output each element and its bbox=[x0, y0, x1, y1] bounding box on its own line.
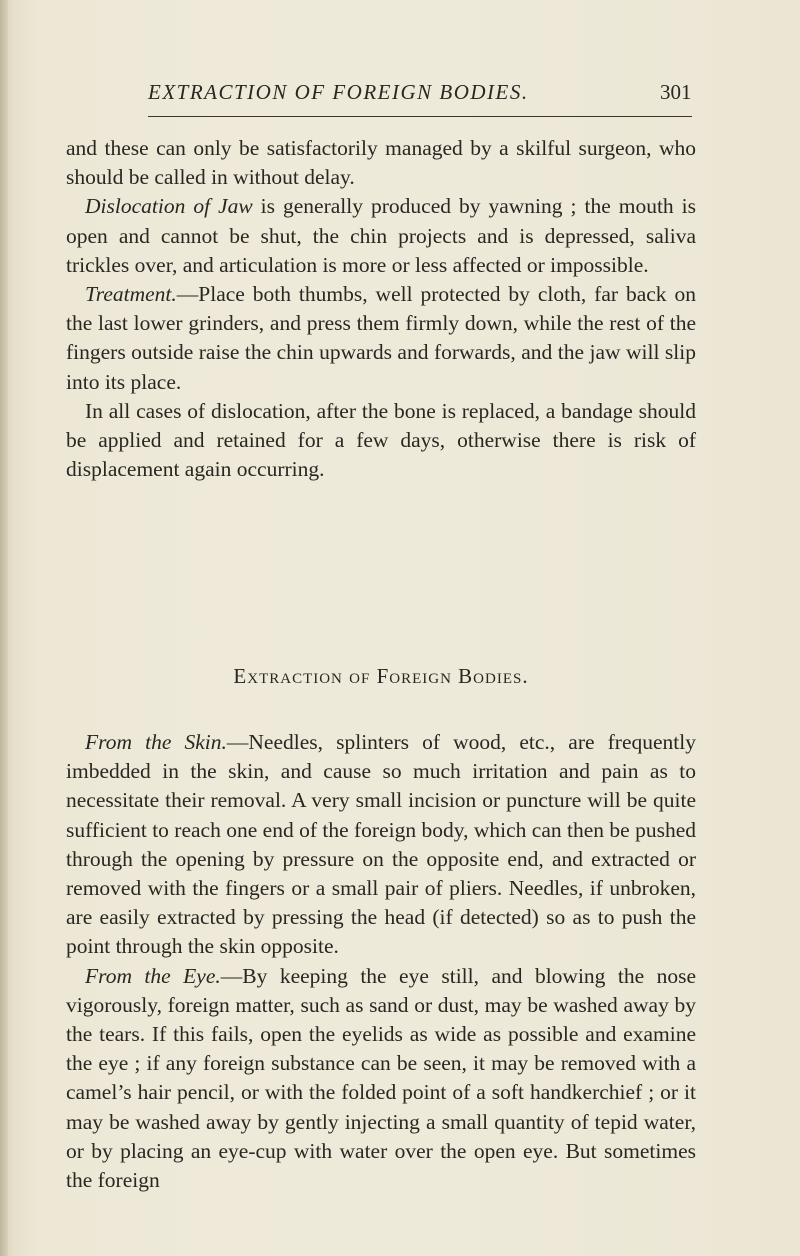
paragraph-text: In all cases of dislocation, after the bone is replaced, a bandage should be applied and retained for a few days, otherwise there is risk of displacement again occurring. bbox=[66, 398, 696, 482]
paragraph-from-eye bbox=[66, 962, 696, 1196]
paragraph-treatment bbox=[66, 280, 696, 397]
header-rule bbox=[148, 116, 692, 117]
page-spine-shadow bbox=[0, 0, 8, 1256]
paragraph-continuation bbox=[66, 134, 696, 192]
paragraph-text: —Needles, splinters of wood, etc., are frequently imbedded in the skin, and cause so much irritation and pain as to necessitate their removal. A very small incision or puncture will be quite sufficient to reach one end of the foreign body, which can then be pushed through the opening by pressure on the opposite end, and extracted or removed with the fingers or a small pair of pliers. Needles, if unbroken, are easily extracted by pressing the head (if detected) so as to push the point through the skin opposite. bbox=[66, 730, 696, 959]
paragraph-dislocation-cases bbox=[66, 397, 696, 485]
paragraph-lead: From the Skin. bbox=[85, 730, 227, 754]
body-text-upper bbox=[66, 134, 696, 484]
paragraph-lead: Dislocation of Jaw bbox=[85, 194, 253, 219]
body-text-lower bbox=[66, 728, 696, 1195]
paragraph-text: and these can only be satisfactorily managed by a skilful surgeon, who should be called in without delay. bbox=[66, 136, 696, 190]
section-heading: Extraction of Foreign Bodies. bbox=[233, 664, 529, 688]
paragraph-lead: From the Eye. bbox=[85, 963, 221, 988]
paragraph-text: —Place both thumbs, well protected by cloth, far back on the last lower grinders, and press them firmly down, while the rest of the fingers outside raise the chin upwards and forwards, and the jaw will slip into its place. bbox=[66, 282, 696, 394]
paragraph-lead: Treatment. bbox=[85, 282, 177, 307]
paragraph-from-skin bbox=[66, 728, 696, 962]
paragraph-dislocation-jaw bbox=[66, 192, 696, 280]
paragraph-text: is generally produced by yawning ; the mouth is open and cannot be shut, the chin projects and is depressed, saliva trickles over, and articulation is more or less affected or impossible. bbox=[66, 194, 697, 277]
paragraph-text: —By keeping the eye still, and blowing the nose vigorously, foreign matter, such as sand or dust, may be washed away by the tears. If this fails, open the eyelids as wide as possible and examine the eye ; if any foreign substance can be seen, it may be removed with a camel’s hair pencil, or with the folded point of a soft handkerchief ; or it may be washed away by gently injecting a small quantity of tepid water, or by placing an eye-cup with water over the open eye. But sometimes the foreign bbox=[66, 963, 697, 1193]
page-number: 301 bbox=[660, 80, 692, 104]
running-head: EXTRACTION OF FOREIGN BODIES. bbox=[148, 80, 529, 104]
